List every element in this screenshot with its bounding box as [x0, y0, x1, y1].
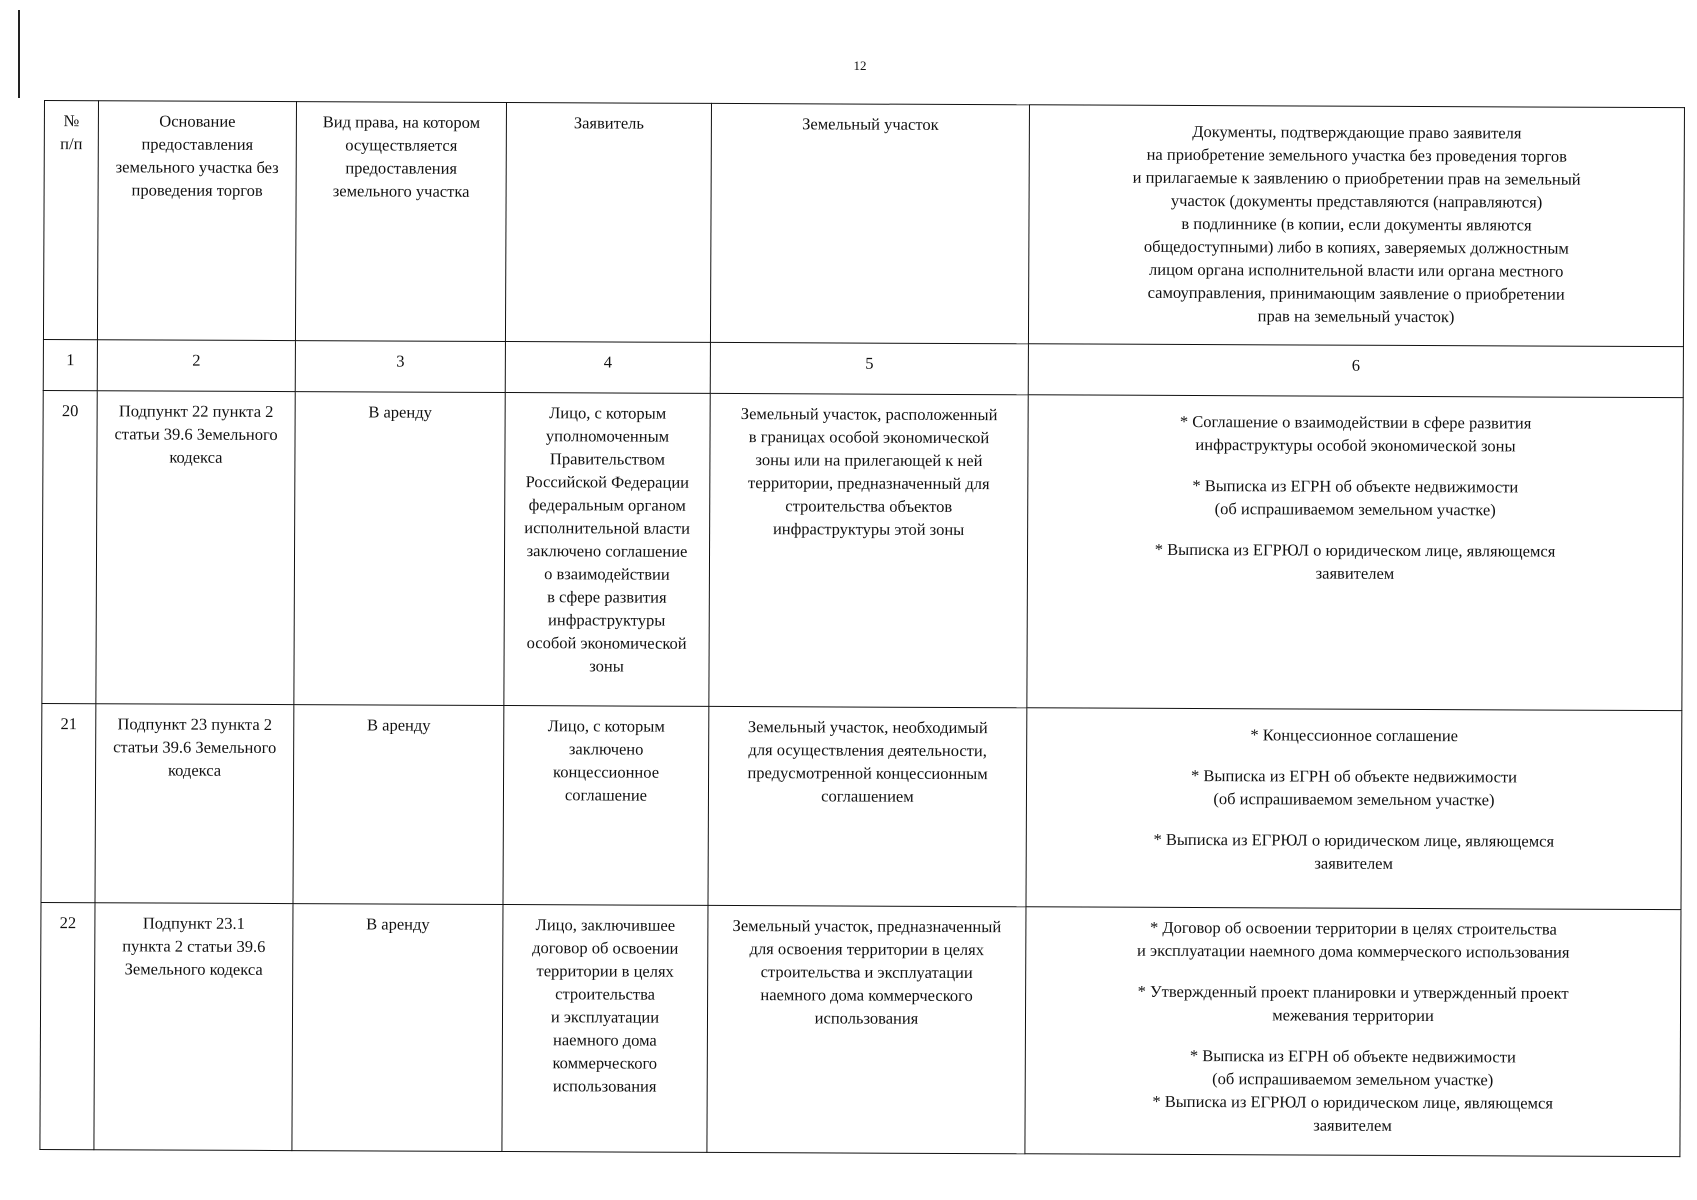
row-right-type: В аренду [294, 392, 505, 706]
column-number: 2 [97, 340, 295, 392]
column-number-row [43, 339, 1683, 397]
document-item: * Концессионное соглашение [1250, 725, 1459, 746]
document-item: * Утвержденный проект планировки и утвержденный проект межевания территории [1137, 981, 1569, 1026]
row-applicant: Лицо, с которым уполномоченным Правительством Российской Федерации федеральным органом исполнительной власти заключено соглашение о взаимодействии в сфере развития инфраструктуры особой экономической зоны [504, 393, 710, 707]
row-right-type: В аренду [293, 705, 504, 905]
document-item: * Выписка из ЕГРЮЛ о юридическом лице, являющемся заявителем [1154, 539, 1556, 583]
land-grant-table [39, 100, 1685, 1157]
header-applicant: Заявитель [505, 103, 711, 343]
document-item: * Выписка из ЕГРН об объекте недвижимости (об испрашиваемом земельном участке) * Выписка из ЕГРЮЛ о юридическом лице, являющемся заявителем [1152, 1046, 1553, 1135]
table-row [41, 703, 1682, 909]
table-row [42, 390, 1683, 710]
page-number: 12 [853, 58, 867, 73]
document-item: * Договор об освоении территории в целях строительства и эксплуатации наемного дома коммерческого использования [1137, 917, 1570, 962]
header-basis: Основание предоставления земельного участка без проведения торгов [97, 101, 296, 341]
header-land-plot: Земельный участок [710, 103, 1029, 343]
row-applicant: Лицо, заключившее договор об освоении территории в целях строительства и эксплуатации наемного дома коммерческого использования [502, 905, 708, 1153]
row-number: 22 [40, 902, 95, 1149]
column-number: 6 [1028, 344, 1683, 398]
column-number: 5 [710, 342, 1028, 394]
header-num: № п/п [43, 101, 98, 340]
document-item: * Выписка из ЕГРН об объекте недвижимости (об испрашиваемом земельном участке) [1192, 476, 1519, 520]
document-item: * Выписка из ЕГРН об объекте недвижимости (об испрашиваемом земельном участке) [1191, 766, 1518, 810]
document-item: * Соглашение о взаимодействии в сфере развития инфраструктуры особой экономической зоны [1179, 411, 1532, 456]
header-right-type: Вид права, на котором осуществляется предоставления земельного участка [295, 102, 506, 342]
row-basis: Подпункт 23.1 пункта 2 статьи 39.6 Земельного кодекса [94, 903, 293, 1151]
row-documents [1025, 907, 1681, 1157]
row-basis: Подпункт 22 пункта 2 статьи 39.6 Земельного кодекса [96, 391, 295, 705]
row-documents [1027, 395, 1683, 711]
column-number: 3 [295, 341, 505, 393]
column-number: 4 [505, 342, 710, 394]
row-applicant: Лицо, с которым заключено концессионное соглашение [503, 706, 709, 906]
row-basis: Подпункт 23 пункта 2 статьи 39.6 Земельного кодекса [95, 704, 294, 904]
row-documents [1026, 708, 1682, 910]
row-land-plot: Земельный участок, предназначенный для освоения территории в целях строительства и эксплуатации наемного дома коммерческого использования [707, 905, 1026, 1153]
row-right-type: В аренду [292, 904, 503, 1152]
header-documents: Документы, подтверждающие право заявителя на приобретение земельного участка без проведения торгов и прилагаемые к заявлению о приобретении прав на земельный участок (документы представляются (направляются) в подлиннике (в копии, если документы являются общедоступными) либо в копиях, заверяемых должностным лицом органа исполнительной власти или органа местного самоуправления, принимающим заявление о приобретении прав на земельный участок) [1028, 105, 1684, 347]
scan-edge-mark [18, 10, 20, 98]
row-land-plot: Земельный участок, необходимый для осуществления деятельности, предусмотренной концессионным соглашением [708, 706, 1027, 906]
table-row [40, 902, 1681, 1156]
table-header-row [43, 101, 1684, 347]
row-number: 20 [42, 390, 97, 703]
column-number: 1 [43, 339, 97, 390]
document-item: * Выписка из ЕГРЮЛ о юридическом лице, являющемся заявителем [1153, 829, 1555, 873]
row-land-plot: Земельный участок, расположенный в границах особой экономической зоны или на прилегающей к ней территории, предназначенный для строительства объектов инфраструктуры этой зоны [709, 393, 1028, 707]
row-number: 21 [41, 703, 96, 902]
